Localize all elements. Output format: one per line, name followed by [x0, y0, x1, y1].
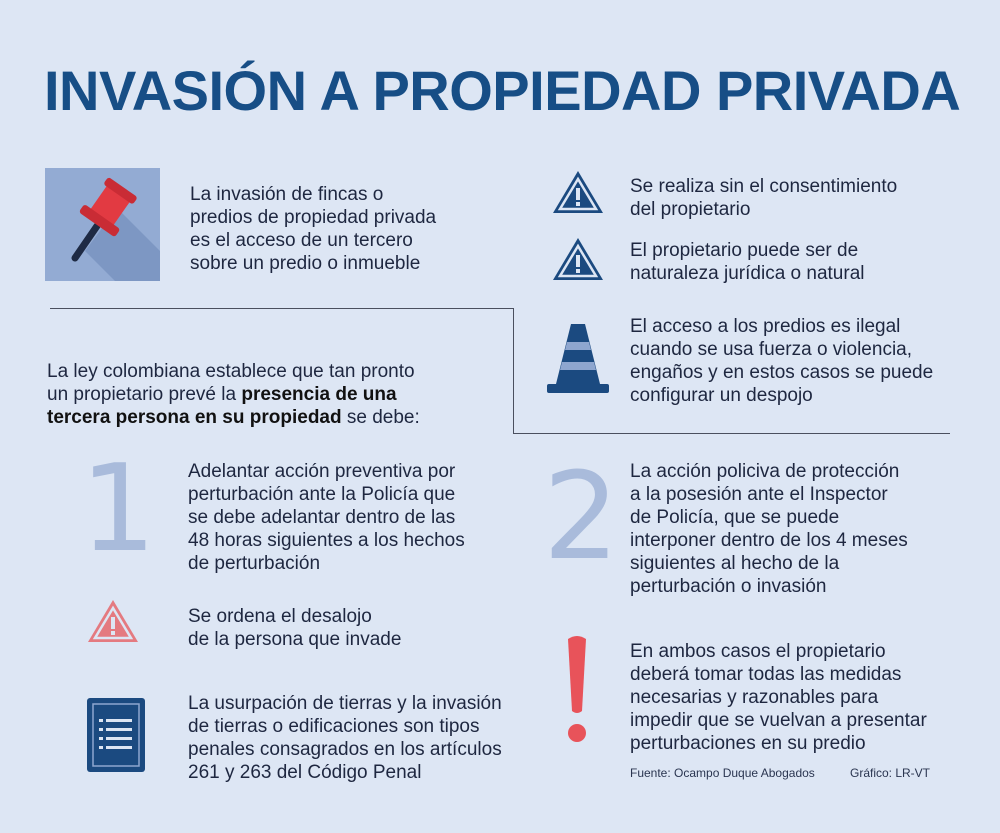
law-text-bold: presencia de una tercera persona en su propiedad	[47, 384, 397, 428]
page-title: INVASIÓN A PROPIEDAD PRIVADA	[44, 59, 961, 122]
step-number-2: 2	[543, 448, 620, 587]
warning-triangle-icon	[551, 235, 605, 283]
warning-triangle-icon	[551, 168, 605, 216]
penal-text: La usurpación de tierras y la invasión de tierras o edificaciones son tipos penales consagrados en los artículos 261 y 263 del Código Penal	[188, 693, 502, 783]
law-text-before: La ley colombiana establece que tan pronto un propietario prevé la	[47, 361, 415, 405]
traffic-cone-icon	[546, 322, 610, 394]
step-text-2: La acción policiva de protección a la posesión ante el Inspector de Policía, que se puede interponer dentro de los 4 meses siguientes al hecho de la perturbación o invasión	[630, 461, 908, 597]
divider-bottom	[513, 433, 950, 434]
law-statement	[47, 360, 497, 429]
both-cases-text: En ambos casos el propietario deberá tomar todas las medidas necesarias y razonables para impedir que se vuelvan a presentar perturbaciones en su predio	[630, 641, 927, 754]
fact-illegal-access: El acceso a los predios es ilegal cuando se usa fuerza o violencia, engaños y en estos casos se puede configurar un despojo	[630, 316, 934, 406]
exclamation-icon	[562, 633, 592, 745]
alert-triangle-icon	[86, 598, 140, 644]
divider-top	[50, 308, 513, 309]
document-icon	[86, 697, 146, 773]
fact-consent: Se realiza sin el consentimiento del propietario	[630, 176, 898, 220]
source-credit: Fuente: Ocampo Duque Abogados	[630, 766, 815, 780]
divider-vertical	[513, 308, 514, 433]
graphic-credit: Gráfico: LR-VT	[850, 766, 931, 780]
step-text-1: Adelantar acción preventiva por perturbación ante la Policía que se debe adelantar dentro de las 48 horas siguientes a los hechos de perturbación	[188, 461, 465, 574]
step-number-1: 1	[80, 440, 157, 579]
eviction-text: Se ordena el desalojo de la persona que invade	[188, 606, 402, 650]
push-pin-icon	[45, 168, 160, 281]
intro-text: La invasión de fincas o predios de propiedad privada es el acceso de un tercero sobre un predio o inmueble	[190, 184, 437, 274]
law-text-after: se debe:	[341, 407, 420, 428]
fact-owner-nature: El propietario puede ser de naturaleza jurídica o natural	[630, 240, 865, 284]
